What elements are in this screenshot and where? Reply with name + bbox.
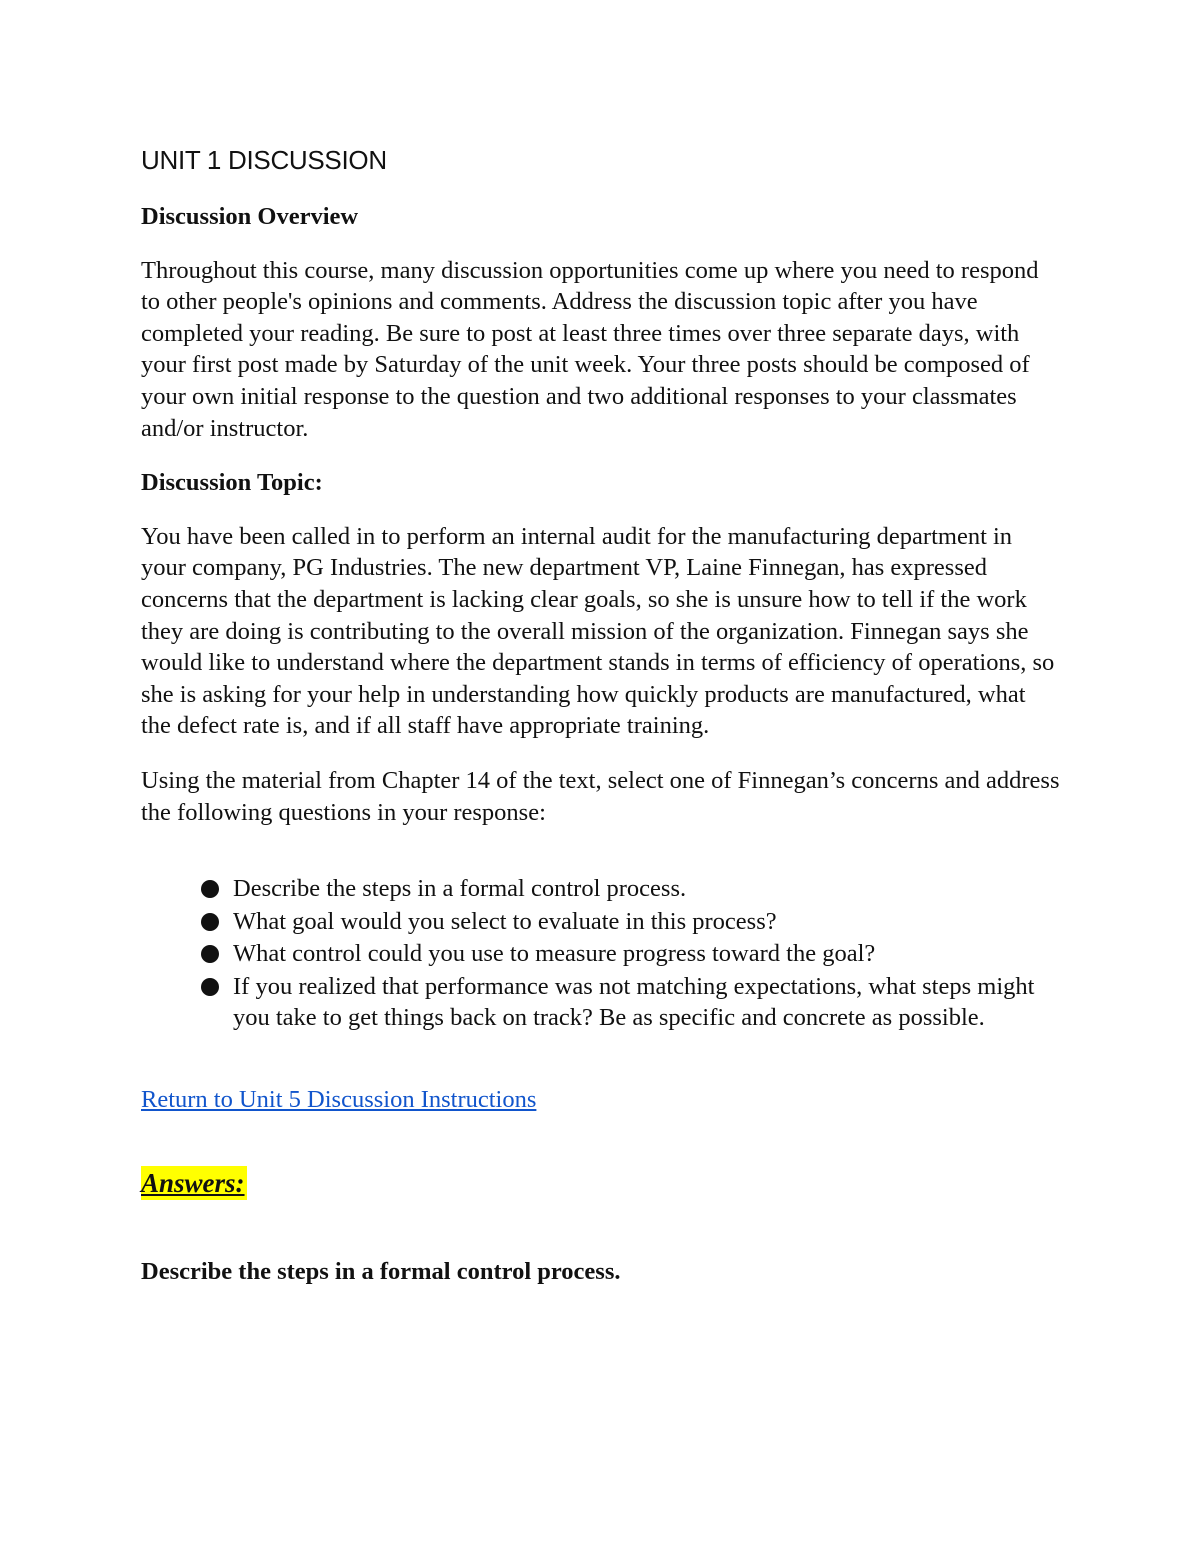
bullet-icon [201,978,219,996]
list-item [201,906,1061,938]
list-item [201,971,1061,1034]
question-list [141,873,1061,1034]
return-link[interactable]: Return to Unit 5 Discussion Instructions [141,1086,537,1114]
topic-heading: Discussion Topic: [141,469,323,497]
bullet-icon [201,880,219,898]
document-page [141,140,1061,1287]
topic-paragraph: You have been called in to perform an internal audit for the manufacturing department in your company, PG Industries. The new department VP, Laine Finnegan, has expressed concerns that the department is lacking clear goals, so she is unsure how to tell if the work they are doing is contributing to the overall mission of the organization. Finnegan says she would like to understand where the department stands in terms of efficiency of operations, so she is asking for your help in understanding how quickly products are manufactured, what the defect rate is, and if all staff have appropriate training. [141,522,1055,740]
question-text: What control could you use to measure progress toward the goal? [233,940,876,968]
answers-label: Answers: [141,1167,245,1198]
bullet-icon [201,913,219,931]
bullet-icon [201,945,219,963]
list-item [201,938,1061,970]
answer-question-heading: Describe the steps in a formal control process. [141,1257,621,1285]
document-title: UNIT 1 DISCUSSION [141,145,387,175]
instruction-paragraph: Using the material from Chapter 14 of the text, select one of Finnegan’s concerns and address the following questions in your response: [141,766,1060,826]
overview-heading: Discussion Overview [141,203,359,230]
question-text: What goal would you select to evaluate in this process? [233,907,777,935]
question-text: If you realized that performance was not matching expectations, what steps might you take to get things back on track? Be as specific and concrete as possible. [233,972,1035,1032]
list-item [201,873,1061,905]
overview-paragraph: Throughout this course, many discussion opportunities come up where you need to respond to other people's opinions and comments. Address the discussion topic after you have completed your reading. Be sure to post at least three times over three separate days, with your first post made by Saturday of the unit week. Your three posts should be composed of your own initial response to the question and two additional responses to your classmates and/or instructor. [141,256,1039,442]
question-text: Describe the steps in a formal control process. [233,875,687,903]
